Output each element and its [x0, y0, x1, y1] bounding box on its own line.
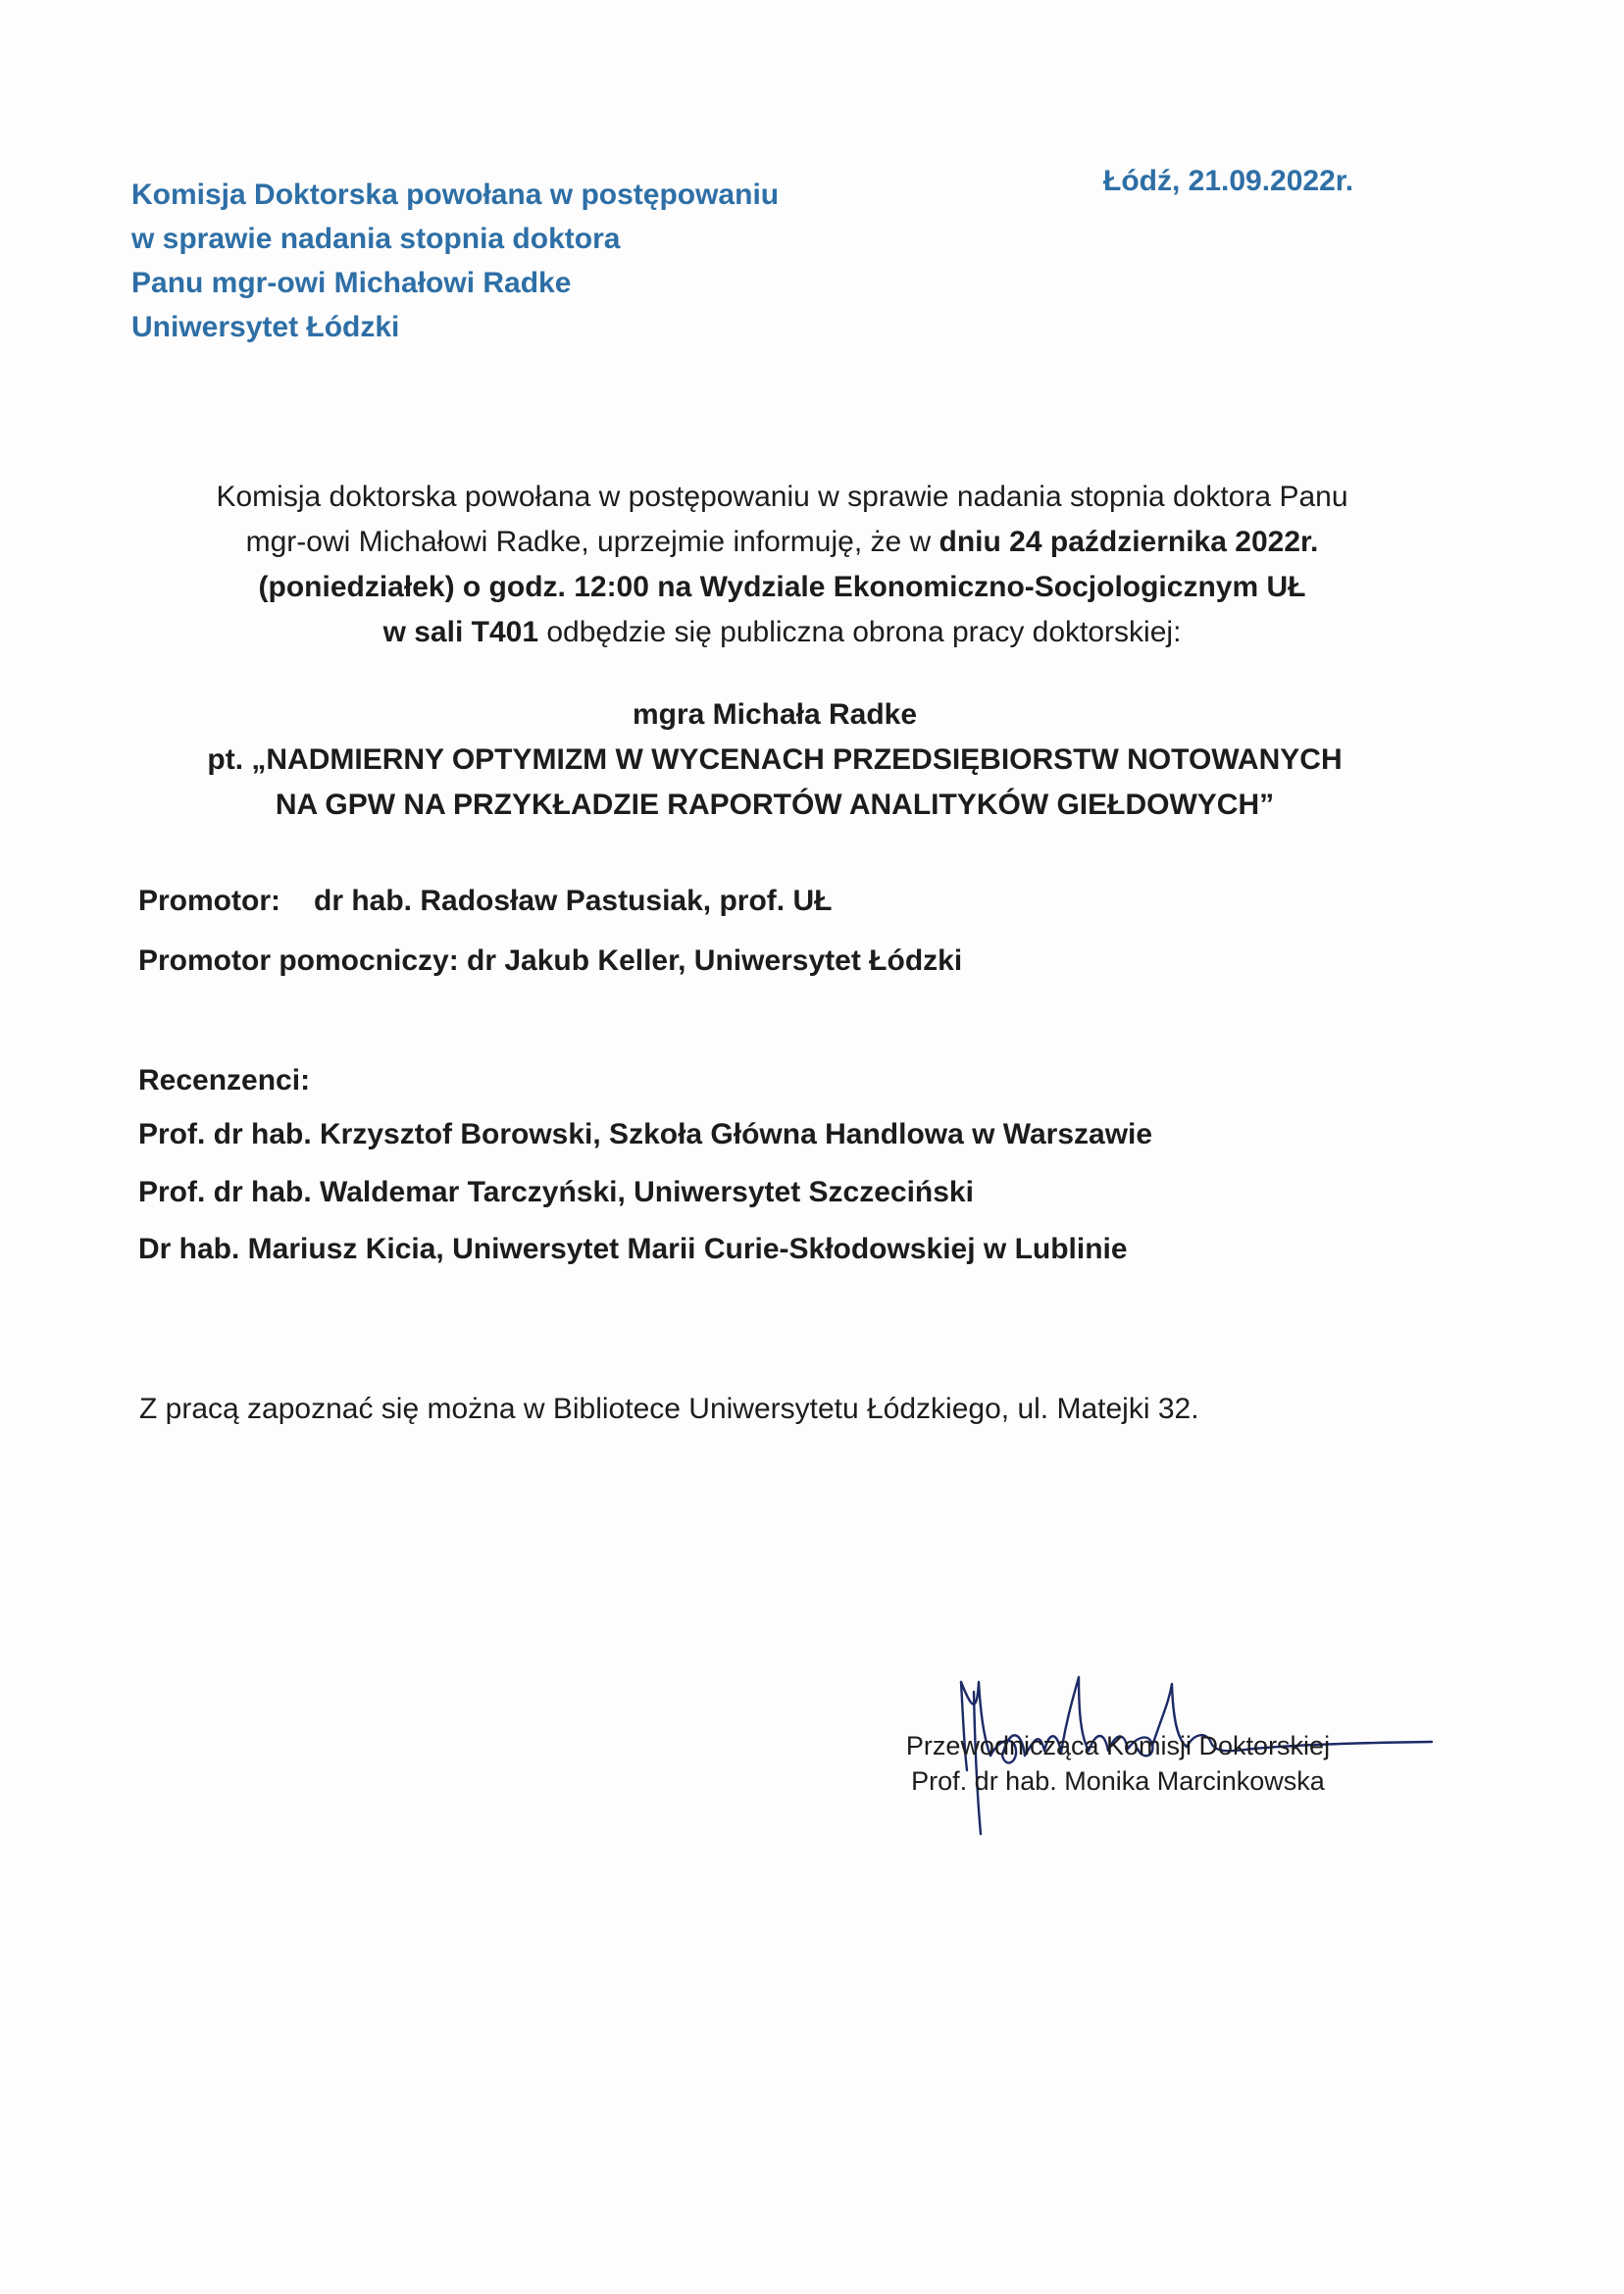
intro-line: [118, 610, 1446, 655]
reviewer-item: Prof. dr hab. Krzysztof Borowski, Szkoła Główna Handlowa w Warszawie: [138, 1118, 1153, 1150]
reviewers-heading: Recenzenci:: [138, 1064, 311, 1096]
library-note: Z pracą zapoznać się można w Bibliotece Uniwersytetu Łódzkiego, ul. Matejki 32.: [139, 1393, 1199, 1425]
thesis-title-line: pt. „NADMIERNY OPTYMIZM W WYCENACH PRZEDSIĘBIORSTW NOTOWANYCH: [207, 743, 1343, 776]
defense-date: dniu 24 października 2022r.: [939, 526, 1319, 558]
intro-text: odbędzie się publiczna obrona pracy doktorskiej:: [538, 616, 1182, 648]
header-line: Uniwersytet Łódzki: [131, 311, 400, 343]
promotor-line: [138, 885, 832, 918]
intro-paragraph: [118, 475, 1446, 655]
promotor-name: dr hab. Radosław Pastusiak, prof. UŁ: [314, 885, 833, 917]
intro-line: Komisja doktorska powołana w postępowaniu w sprawie nadania stopnia doktora Panu: [216, 481, 1348, 513]
promotor-label: Promotor:: [138, 885, 280, 917]
reviewer-item: Dr hab. Mariusz Kicia, Uniwersytet Marii Curie-Skłodowskiej w Lublinie: [138, 1233, 1128, 1265]
header-line: Panu mgr-owi Michałowi Radke: [131, 267, 572, 299]
header-line: Komisja Doktorska powołana w postępowaniu: [131, 178, 780, 211]
intro-line: [118, 520, 1446, 565]
defense-room: w sali T401: [382, 616, 539, 648]
auxiliary-promotor: Promotor pomocniczy: dr Jakub Keller, Uniwersytet Łódzki: [138, 944, 963, 977]
thesis-title-line: NA GPW NA PRZYKŁADZIE RAPORTÓW ANALITYKÓW GIEŁDOWYCH”: [275, 789, 1275, 821]
defense-time-place: (poniedziałek) o godz. 12:00 na Wydziale Ekonomiczno-Socjologicznym UŁ: [258, 571, 1306, 603]
thesis-block: [118, 692, 1432, 828]
committee-header: [131, 173, 1014, 349]
document-date: Łódź, 21.09.2022r.: [1103, 165, 1354, 197]
candidate-name: mgra Michała Radke: [632, 698, 918, 731]
signatory-name: Prof. dr hab. Monika Marcinkowska: [911, 1766, 1325, 1796]
signature-block: [863, 1728, 1373, 1799]
reviewer-item: Prof. dr hab. Waldemar Tarczyński, Uniwersytet Szczeciński: [138, 1176, 974, 1208]
intro-text: mgr-owi Michałowi Radke, uprzejmie informuję, że w: [245, 526, 939, 558]
signatory-role: Przewodnicząca Komisji Doktorskiej: [905, 1731, 1331, 1760]
header-line: w sprawie nadania stopnia doktora: [131, 223, 621, 255]
